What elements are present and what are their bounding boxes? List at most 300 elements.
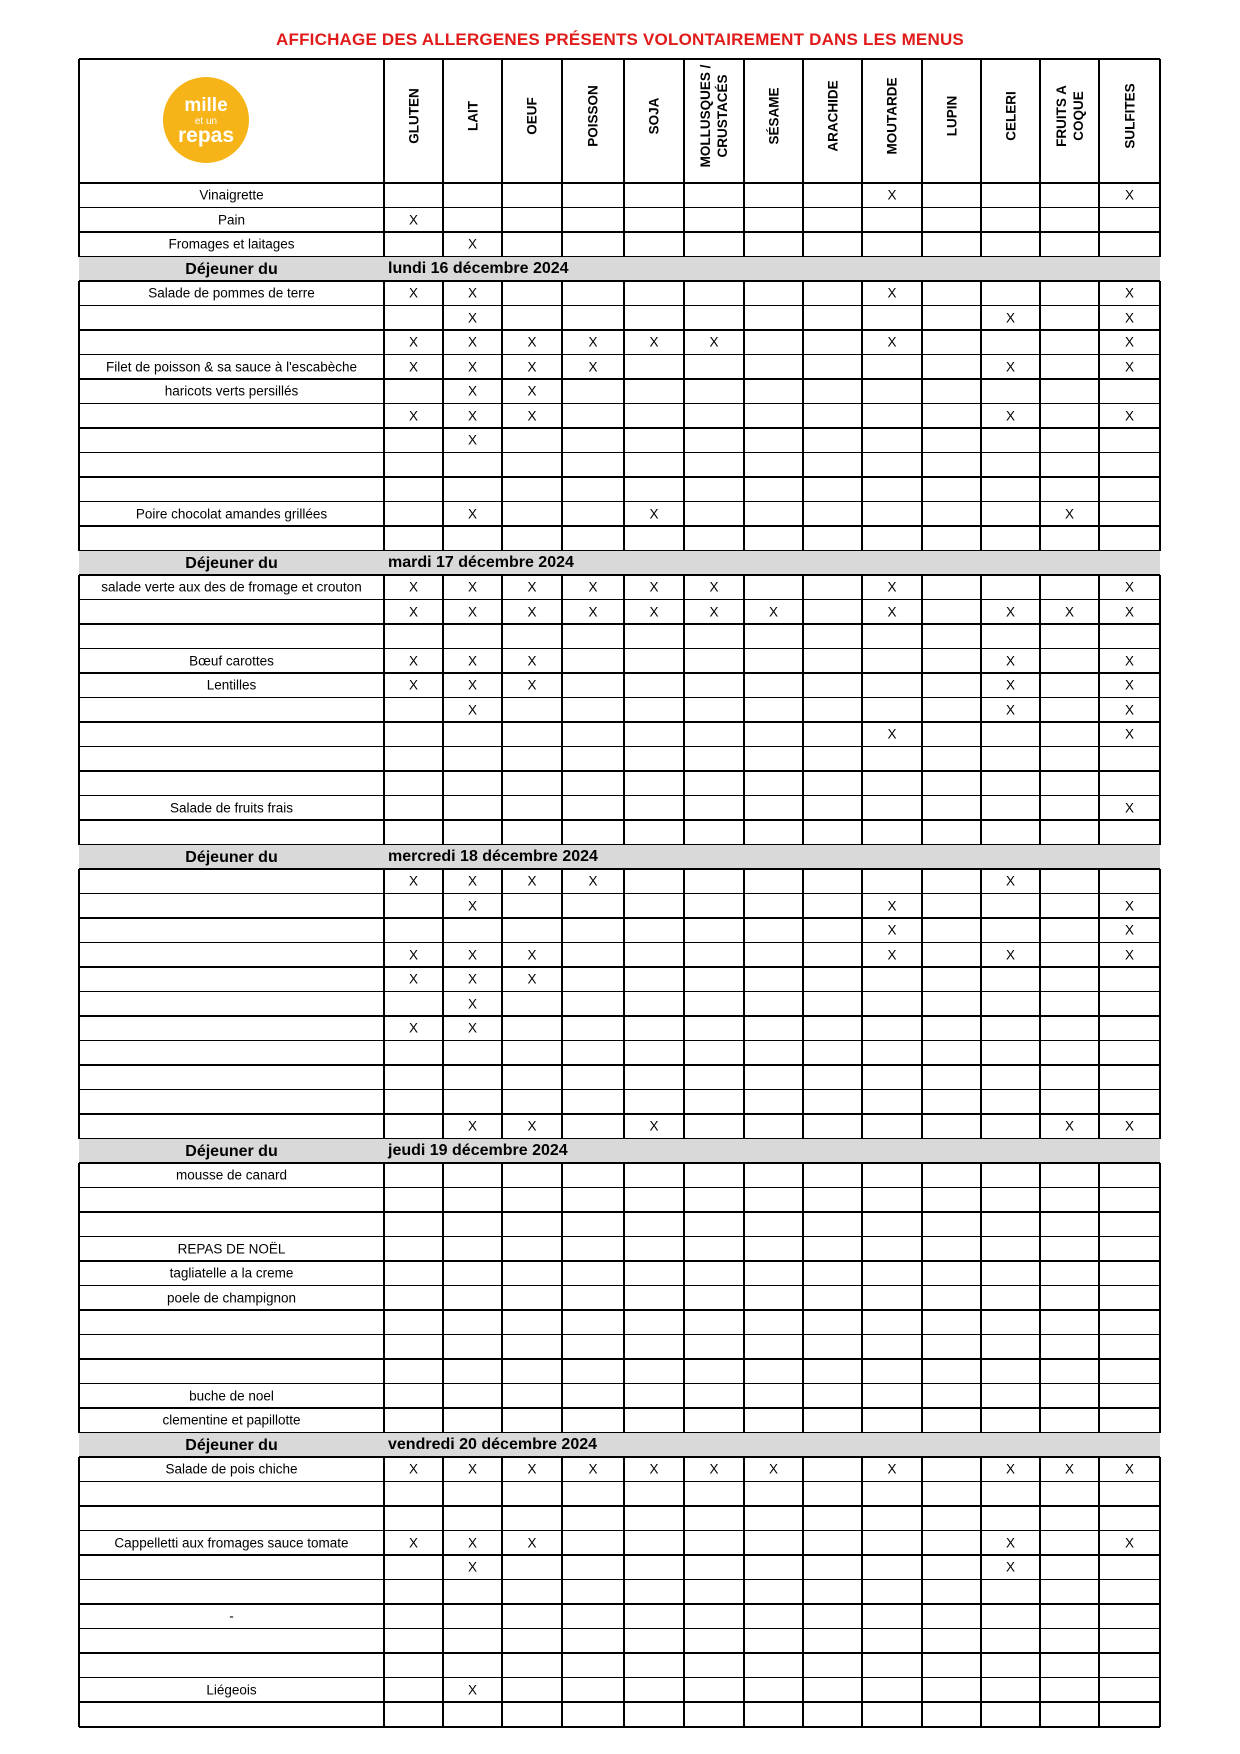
allergen-mark: X <box>408 653 419 669</box>
table-rule <box>683 183 685 257</box>
allergen-mark: X <box>887 604 897 620</box>
allergen-mark: X <box>1124 677 1135 693</box>
table-rule <box>802 281 804 551</box>
table-rule <box>79 795 1160 797</box>
column-header-sésame: SÉSAME <box>766 87 781 145</box>
logo-text-line1: mille <box>184 95 228 116</box>
table-rule <box>79 452 1160 454</box>
table-rule <box>79 599 1160 601</box>
day-date: mercredi 18 décembre 2024 <box>388 847 598 865</box>
allergen-mark: X <box>1124 1118 1135 1134</box>
table-rule <box>78 869 80 1139</box>
allergen-mark: X <box>408 212 419 228</box>
allergen-mark: X <box>1005 408 1016 424</box>
page-title: AFFICHAGE DES ALLERGENES PRÉSENTS VOLONTAIREMENT DANS LES MENUS <box>276 30 964 49</box>
allergen-mark: X <box>408 359 419 375</box>
day-label: Déjeuner du <box>185 1436 278 1454</box>
table-rule <box>501 281 503 551</box>
table-rule <box>861 59 863 183</box>
dish-name: Salade de fruits frais <box>169 800 294 816</box>
allergen-mark: X <box>467 653 478 669</box>
table-rule <box>79 1628 1160 1630</box>
allergen-mark: X <box>1005 653 1016 669</box>
day-label: Déjeuner du <box>185 848 278 866</box>
table-rule <box>980 59 982 183</box>
allergen-mark: X <box>467 1461 478 1477</box>
allergen-mark: X <box>649 1118 659 1134</box>
table-rule <box>442 869 444 1139</box>
table-rule <box>79 403 1160 405</box>
table-rule <box>383 183 385 257</box>
table-rule <box>78 575 80 845</box>
table-rule <box>683 1457 685 1727</box>
allergen-mark: X <box>467 604 478 620</box>
allergen-mark: X <box>588 359 598 375</box>
table-rule <box>442 1457 444 1727</box>
table-rule <box>561 1457 563 1727</box>
table-rule <box>78 59 80 183</box>
table-rule <box>561 1163 563 1433</box>
table-rule <box>79 1677 1160 1679</box>
column-header-poisson: POISSON <box>585 85 601 147</box>
allergen-mark: X <box>408 947 419 963</box>
allergen-mark: X <box>768 604 779 620</box>
allergen-mark: X <box>1124 359 1135 375</box>
allergen-mark: X <box>1064 604 1075 620</box>
allergen-mark: X <box>709 1461 719 1477</box>
table-rule <box>1098 1163 1100 1433</box>
column-header-oeuf: OEUF <box>524 97 540 135</box>
allergen-mark: X <box>408 1535 419 1551</box>
table-rule <box>78 281 80 551</box>
table-rule <box>921 1457 923 1727</box>
table-rule <box>921 183 923 257</box>
allergen-mark: X <box>588 873 598 889</box>
allergen-mark: X <box>1124 285 1135 301</box>
table-rule <box>1039 1457 1041 1727</box>
allergen-mark: X <box>709 604 719 620</box>
allergen-mark: X <box>467 408 478 424</box>
allergen-mark: X <box>649 579 659 595</box>
day-date: lundi 16 décembre 2024 <box>388 259 569 277</box>
table-rule <box>980 1457 982 1727</box>
allergen-mark: X <box>527 604 537 620</box>
allergen-mark: X <box>887 285 897 301</box>
table-rule <box>442 59 444 183</box>
allergen-mark: X <box>467 1559 478 1575</box>
table-rule <box>743 183 745 257</box>
table-rule <box>743 281 745 551</box>
allergen-mark: X <box>1124 408 1135 424</box>
allergen-mark: X <box>588 604 598 620</box>
allergen-mark: X <box>408 579 419 595</box>
table-rule <box>79 623 1160 625</box>
table-rule <box>79 1236 1160 1238</box>
table-rule <box>743 1457 745 1727</box>
table-rule <box>561 59 563 183</box>
day-date: vendredi 20 décembre 2024 <box>388 1435 598 1453</box>
table-rule <box>623 281 625 551</box>
column-header-lupin: LUPIN <box>944 95 959 137</box>
table-rule <box>1159 1163 1161 1433</box>
table-rule <box>802 869 804 1139</box>
logo-text-line3: repas <box>177 124 235 147</box>
table-rule <box>79 1187 1160 1189</box>
allergen-mark: X <box>887 334 897 350</box>
table-rule <box>79 672 1160 674</box>
table-rule <box>383 59 385 183</box>
table-rule <box>442 575 444 845</box>
mille-et-un-repas-logo <box>162 76 250 164</box>
table-rule <box>802 183 804 257</box>
table-rule <box>921 575 923 845</box>
table-rule <box>78 1163 80 1433</box>
allergen-mark: X <box>527 1535 537 1551</box>
column-header-moutarde: MOUTARDE <box>884 77 900 155</box>
allergen-mark: X <box>527 677 537 693</box>
table-rule <box>1159 1457 1161 1727</box>
table-rule <box>743 869 745 1139</box>
table-rule <box>78 1457 80 1727</box>
table-rule <box>683 869 685 1139</box>
table-rule <box>79 58 1160 60</box>
table-rule <box>623 59 625 183</box>
table-rule <box>79 1456 1160 1458</box>
table-rule <box>79 1652 1160 1654</box>
allergen-mark: X <box>588 334 598 350</box>
table-rule <box>383 869 385 1139</box>
table-rule <box>980 869 982 1139</box>
table-rule <box>1098 869 1100 1139</box>
allergen-mark: X <box>1005 1559 1016 1575</box>
allergen-mark: X <box>768 1461 779 1477</box>
table-rule <box>78 183 80 257</box>
table-rule <box>79 1309 1160 1311</box>
allergen-mark: X <box>408 971 419 987</box>
dish-name: Salade de pois chiche <box>165 1461 298 1477</box>
dish-name: Salade de pommes de terre <box>148 285 315 301</box>
table-rule <box>1039 59 1041 183</box>
table-rule <box>79 746 1160 748</box>
table-rule <box>683 1163 685 1433</box>
table-rule <box>802 575 804 845</box>
table-rule <box>79 991 1160 993</box>
allergen-mark: X <box>1005 1461 1016 1477</box>
table-rule <box>79 721 1160 723</box>
allergen-mark: X <box>1005 947 1016 963</box>
table-rule <box>79 1040 1160 1042</box>
allergen-mark: X <box>527 971 537 987</box>
table-rule <box>79 966 1160 968</box>
table-rule <box>79 1701 1160 1703</box>
table-rule <box>623 1457 625 1727</box>
table-rule <box>79 427 1160 429</box>
allergen-mark: X <box>1124 187 1135 203</box>
allergen-mark: X <box>467 383 478 399</box>
table-rule <box>1098 59 1100 183</box>
table-rule <box>79 476 1160 478</box>
table-rule <box>79 819 1160 821</box>
allergen-mark: X <box>887 187 897 203</box>
table-rule <box>383 575 385 845</box>
allergen-mark: X <box>467 947 478 963</box>
table-rule <box>1098 281 1100 551</box>
table-rule <box>861 1457 863 1727</box>
table-rule <box>861 183 863 257</box>
allergen-mark: X <box>1124 334 1135 350</box>
allergen-mark: X <box>408 408 419 424</box>
allergen-mark: X <box>527 873 537 889</box>
table-rule <box>79 1554 1160 1556</box>
allergen-mark: X <box>1124 1461 1135 1477</box>
table-rule <box>561 281 563 551</box>
dish-name: haricots verts persillés <box>164 383 299 399</box>
table-rule <box>561 869 563 1139</box>
table-rule <box>1098 183 1100 257</box>
dish-name: - <box>229 1608 234 1624</box>
table-rule <box>79 1505 1160 1507</box>
table-rule <box>79 231 1160 233</box>
allergen-mark: X <box>467 285 478 301</box>
allergen-mark: X <box>408 1461 419 1477</box>
table-rule <box>683 281 685 551</box>
table-rule <box>79 525 1160 527</box>
table-rule <box>921 281 923 551</box>
dish-name: buche de noel <box>189 1388 274 1404</box>
allergen-mark: X <box>467 1682 478 1698</box>
dish-name: Cappelletti aux fromages sauce tomate <box>114 1535 349 1551</box>
allergen-mark: X <box>467 996 478 1012</box>
table-rule <box>561 183 563 257</box>
allergen-mark: X <box>467 359 478 375</box>
table-rule <box>683 59 685 183</box>
allergen-mark: X <box>649 506 659 522</box>
table-rule <box>1159 281 1161 551</box>
table-rule <box>501 59 503 183</box>
table-rule <box>79 1064 1160 1066</box>
allergen-mark: X <box>1124 800 1135 816</box>
table-rule <box>623 869 625 1139</box>
dish-name: Bœuf carottes <box>189 653 274 669</box>
table-rule <box>79 1089 1160 1091</box>
table-rule <box>501 1457 503 1727</box>
allergen-mark: X <box>887 1461 897 1477</box>
dish-name: salade verte aux des de fromage et crouton <box>101 579 362 595</box>
allergen-mark: X <box>527 383 537 399</box>
allergen-mark: X <box>467 1535 478 1551</box>
allergen-mark: X <box>467 334 478 350</box>
table-rule <box>79 1383 1160 1385</box>
allergen-mark: X <box>887 947 897 963</box>
table-rule <box>501 1163 503 1433</box>
dish-name: clementine et papillotte <box>162 1412 301 1428</box>
allergen-mark: X <box>467 579 478 595</box>
allergen-mark: X <box>467 236 478 252</box>
table-rule <box>79 917 1160 919</box>
table-rule <box>861 869 863 1139</box>
table-rule <box>501 869 503 1139</box>
table-rule <box>921 59 923 183</box>
allergen-mark: X <box>467 971 478 987</box>
allergen-mark: X <box>467 1020 478 1036</box>
table-rule <box>1039 1163 1041 1433</box>
table-rule <box>1039 575 1041 845</box>
allergen-mark: X <box>467 702 478 718</box>
table-rule <box>79 1530 1160 1532</box>
table-rule <box>980 183 982 257</box>
dish-name: mousse de canard <box>175 1167 288 1183</box>
table-rule <box>743 575 745 845</box>
day-date: mardi 17 décembre 2024 <box>388 553 574 571</box>
table-rule <box>1039 869 1041 1139</box>
column-header-fruits-a-coque: FRUITS A COQUE <box>1053 85 1086 147</box>
table-rule <box>442 281 444 551</box>
allergen-mark: X <box>527 1118 537 1134</box>
dish-name: Pain <box>217 212 246 228</box>
table-rule <box>442 183 444 257</box>
allergen-mark: X <box>649 604 659 620</box>
table-rule <box>79 305 1160 307</box>
table-rule <box>79 1603 1160 1605</box>
table-rule <box>79 1358 1160 1360</box>
allergen-mark: X <box>1005 873 1016 889</box>
table-rule <box>1159 183 1161 257</box>
allergen-mark: X <box>887 579 897 595</box>
allergen-mark: X <box>527 653 537 669</box>
allergen-mark: X <box>408 677 419 693</box>
column-header-gluten: GLUTEN <box>406 88 421 144</box>
table-rule <box>79 329 1160 331</box>
dish-name: poele de champignon <box>166 1290 297 1306</box>
table-rule <box>1159 869 1161 1139</box>
allergen-mark: X <box>467 432 478 448</box>
table-rule <box>383 281 385 551</box>
column-header-sulfites: SULFITES <box>1122 83 1137 149</box>
allergen-mark: X <box>408 1020 419 1036</box>
table-rule <box>802 59 804 183</box>
table-rule <box>79 697 1160 699</box>
table-rule <box>79 1260 1160 1262</box>
table-rule <box>79 280 1160 282</box>
table-rule <box>383 1457 385 1727</box>
allergen-mark: X <box>1124 898 1135 914</box>
table-rule <box>79 207 1160 209</box>
table-rule <box>561 575 563 845</box>
table-rule <box>1159 59 1161 183</box>
table-rule <box>79 1334 1160 1336</box>
column-header-mollusques-crustacés: MOLLUSQUES / CRUSTACÉS <box>698 64 730 168</box>
table-rule <box>79 1211 1160 1213</box>
allergen-mark: X <box>467 1118 478 1134</box>
allergen-mark: X <box>1005 310 1016 326</box>
table-rule <box>79 1726 1160 1728</box>
table-rule <box>683 575 685 845</box>
allergen-mark: X <box>1064 506 1075 522</box>
dish-name: Fromages et laitages <box>168 236 295 252</box>
allergen-mark: X <box>527 334 537 350</box>
table-rule <box>1039 281 1041 551</box>
table-rule <box>1039 183 1041 257</box>
table-rule <box>921 1163 923 1433</box>
allergen-mark: X <box>527 1461 537 1477</box>
allergen-mark: X <box>1124 653 1135 669</box>
allergen-mark: X <box>408 873 419 889</box>
allergen-mark: X <box>467 677 478 693</box>
allergen-mark: X <box>1005 604 1016 620</box>
table-rule <box>79 1579 1160 1581</box>
allergen-mark: X <box>527 359 537 375</box>
allergen-mark: X <box>1124 310 1135 326</box>
column-header-celeri: CELERI <box>1003 91 1018 141</box>
dish-name: tagliatelle a la creme <box>169 1265 294 1281</box>
allergen-mark: X <box>1005 359 1016 375</box>
table-rule <box>921 869 923 1139</box>
day-label: Déjeuner du <box>185 554 278 572</box>
allergen-mark: X <box>408 334 419 350</box>
table-rule <box>1159 575 1161 845</box>
allergen-mark: X <box>588 1461 598 1477</box>
allergen-mark: X <box>467 506 478 522</box>
table-rule <box>79 354 1160 356</box>
table-rule <box>802 1457 804 1727</box>
allergen-mark: X <box>408 285 419 301</box>
dish-name: Poire chocolat amandes grillées <box>135 506 328 522</box>
table-rule <box>79 1015 1160 1017</box>
table-rule <box>79 1285 1160 1287</box>
table-rule <box>501 183 503 257</box>
allergen-mark: X <box>649 334 659 350</box>
allergen-mark: X <box>1005 702 1016 718</box>
allergen-mark: X <box>467 898 478 914</box>
logo-text-line2: et un <box>194 116 218 127</box>
table-rule <box>743 59 745 183</box>
table-rule <box>743 1163 745 1433</box>
allergen-mark: X <box>887 898 897 914</box>
table-rule <box>1098 1457 1100 1727</box>
allergen-mark: X <box>1124 1535 1135 1551</box>
table-rule <box>861 1163 863 1433</box>
table-rule <box>501 575 503 845</box>
table-rule <box>79 770 1160 772</box>
allergen-mark: X <box>1005 677 1016 693</box>
table-rule <box>861 281 863 551</box>
allergen-mark: X <box>887 726 897 742</box>
table-rule <box>980 1163 982 1433</box>
table-rule <box>79 942 1160 944</box>
allergen-mark: X <box>467 873 478 889</box>
dish-name: Liégeois <box>206 1682 257 1698</box>
allergen-mark: X <box>1064 1118 1075 1134</box>
dish-name: Lentilles <box>206 677 257 693</box>
allergen-mark: X <box>408 604 419 620</box>
allergen-mark: X <box>887 922 897 938</box>
table-rule <box>980 281 982 551</box>
column-header-lait: LAIT <box>465 101 480 131</box>
table-rule <box>79 501 1160 503</box>
allergen-mark: X <box>1124 579 1135 595</box>
table-rule <box>79 182 1160 184</box>
table-rule <box>861 575 863 845</box>
table-rule <box>383 1163 385 1433</box>
table-rule <box>79 1162 1160 1164</box>
table-rule <box>442 1163 444 1433</box>
allergen-mark: X <box>1005 1535 1016 1551</box>
allergen-mark: X <box>467 310 478 326</box>
dish-name: REPAS DE NOËL <box>177 1241 286 1257</box>
allergen-mark: X <box>527 579 537 595</box>
allergen-mark: X <box>527 947 537 963</box>
table-rule <box>79 574 1160 576</box>
